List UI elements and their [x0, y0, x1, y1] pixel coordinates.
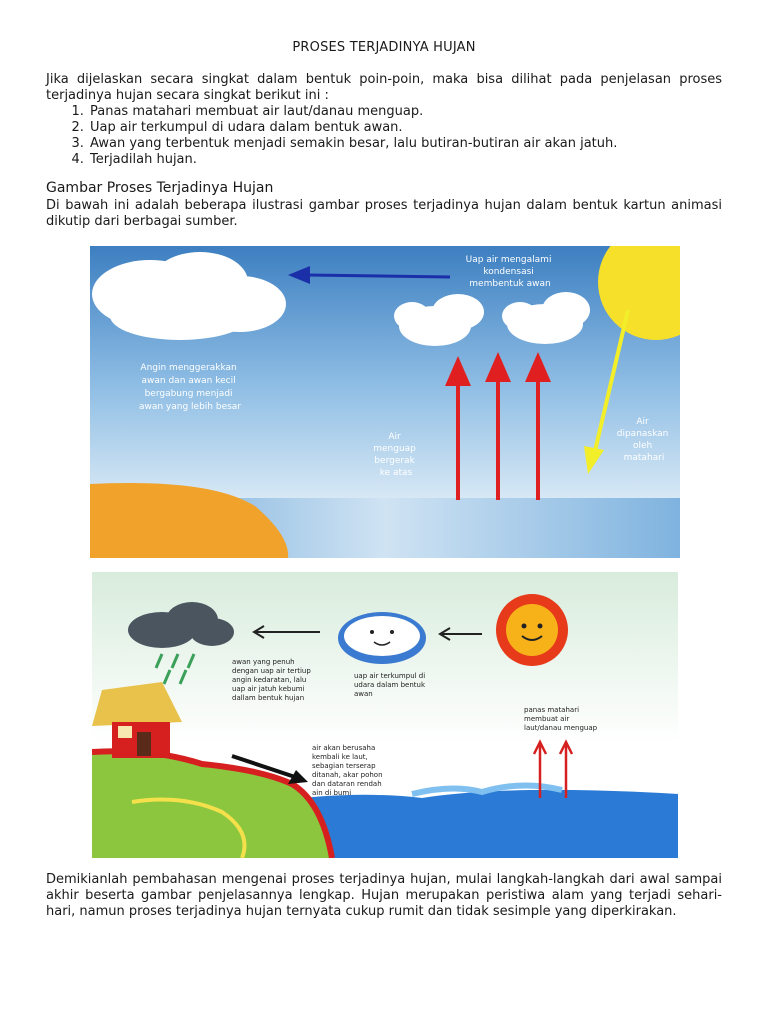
closing-paragraph: Demikianlah pembahasan mengenai proses terjadinya hujan, mulai langkah-langkah dari awal sampai akhir beserta gambar penjelasannya lengkap. Hujan merupakan peristiwa alam yang terjadi sehari-hari, namun proses terjadinya hujan ternyata cukup rumit dan tidak sesimple yang diperkirakan. [46, 872, 722, 919]
list-item: 1. Panas matahari membuat air laut/danau menguap. [88, 104, 738, 120]
steps-list [66, 104, 738, 168]
water-cycle-illustration-2 [92, 572, 678, 858]
wind-label: Angin menggerakkan awan dan awan kecil bergabung menjadi awan yang lebih besar [138, 363, 242, 412]
cloud-icon [338, 612, 426, 664]
evaporation-label: Air menguap bergerak ke atas [373, 432, 416, 478]
section-paragraph: Di bawah ini adalah beberapa ilustrasi gambar proses terjadinya hujan dalam bentuk kartun animasi dikutip dari berbagai sumber. [46, 198, 722, 229]
document-title: PROSES TERJADINYA HUJAN [292, 40, 476, 55]
cloud-label: uap air terkumpul di udara dalam bentuk awan [354, 672, 426, 698]
raincloud-label: awan yang penuh dengan uap air tertiup angin kedaratan, lalu uap air jatuh kebumi dallam bentuk hujan [232, 658, 311, 702]
sun-label: panas matahari membuat air laut/danau menguap [524, 706, 598, 732]
water-cycle-illustration-1 [90, 246, 680, 558]
list-item: 2. Uap air terkumpul di udara dalam bentuk awan. [88, 120, 738, 136]
section-heading: Gambar Proses Terjadinya Hujan [46, 180, 274, 196]
list-item: 4. Terjadilah hujan. [88, 152, 738, 168]
heated-label: Air dipanaskan oleh matahari [616, 417, 669, 463]
return-label: air akan berusaha kembali ke laut, sebagian terserap ditanah, akar pohon dan dataran rendah ain di bumi [312, 744, 383, 797]
condensation-label: Uap air mengalami kondensasi membentuk awan [465, 255, 552, 289]
intro-paragraph: Jika dijelaskan secara singkat dalam bentuk poin-poin, maka bisa dilihat pada penjelasan proses terjadinya hujan secara singkat berikut ini : [46, 72, 722, 103]
list-item: 3. Awan yang terbentuk menjadi semakin besar, lalu butiran-butiran air akan jatuh. [88, 136, 738, 152]
sun-icon [496, 594, 568, 666]
